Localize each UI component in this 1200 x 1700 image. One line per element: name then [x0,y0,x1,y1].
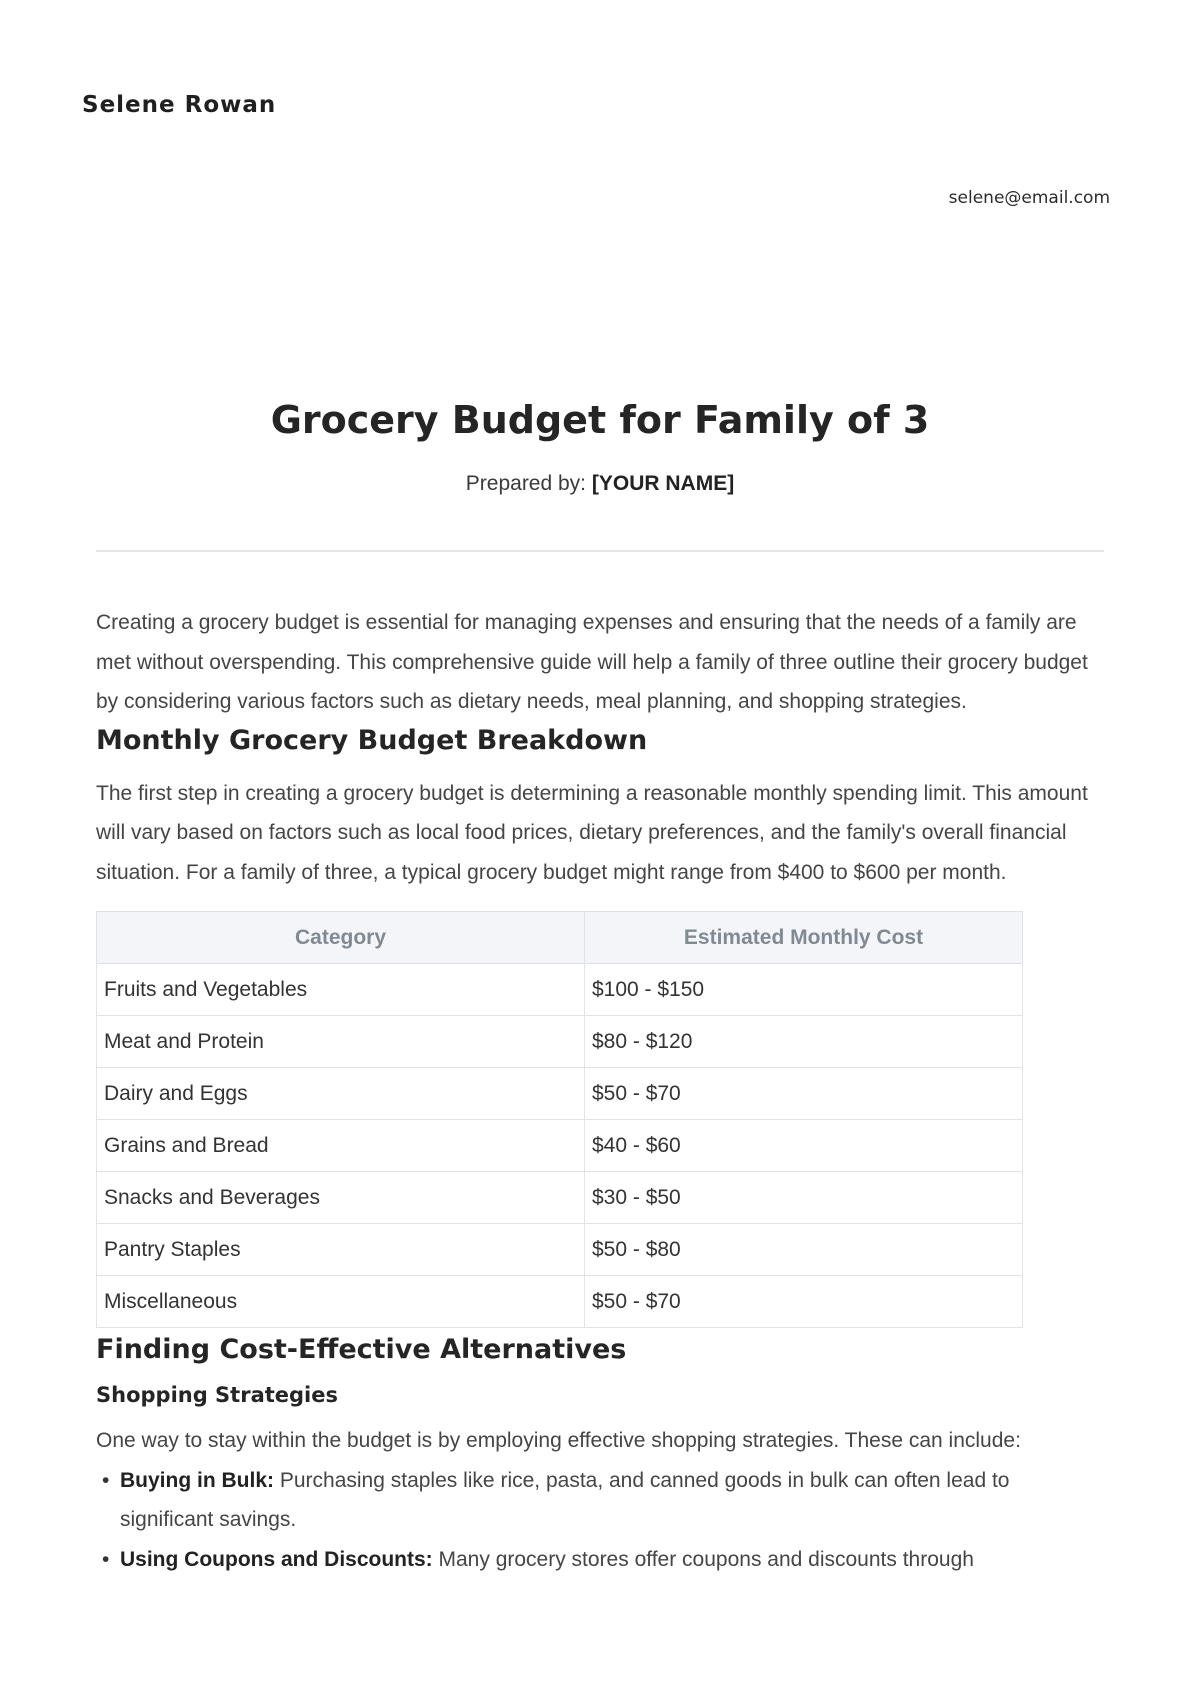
table-row [97,964,1023,1016]
table-row [97,1172,1023,1224]
bullet-text: Many grocery stores offer coupons and discounts through [432,1547,974,1571]
table-row [97,1068,1023,1120]
column-header-cost: Estimated Monthly Cost [585,912,1023,964]
category-cell: Grains and Bread [97,1120,585,1172]
cost-cell: $50 - $70 [585,1068,1023,1120]
shopping-strategies-subheading: Shopping Strategies [96,1383,339,1407]
cost-cell: $50 - $70 [585,1276,1023,1328]
category-cell: Snacks and Beverages [97,1172,585,1224]
category-cell: Dairy and Eggs [97,1068,585,1120]
category-cell: Miscellaneous [97,1276,585,1328]
table-row [97,1224,1023,1276]
prepared-by [0,472,1200,496]
category-cell: Fruits and Vegetables [97,964,585,1016]
intro-paragraph: Creating a grocery budget is essential for managing expenses and ensuring that the needs of a family are met without overspending. This comprehensive guide will help a family of three outline their grocery budget by considering various factors such as dietary needs, meal planning, and shopping strategies. [96,611,1088,713]
strategies-list [96,1461,1106,1580]
title-divider [96,550,1104,552]
category-cell: Meat and Protein [97,1016,585,1068]
bullet-text: Purchasing staples like rice, pasta, and canned goods in bulk can often lead to significant savings. [120,1468,1010,1531]
cost-cell: $40 - $60 [585,1120,1023,1172]
document-body [96,603,1106,1579]
category-cell: Pantry Staples [97,1224,585,1276]
table-row [97,1016,1023,1068]
list-item [96,1461,1106,1540]
table-row [97,1276,1023,1328]
budget-table [96,911,1023,1328]
author-email: selene@email.com [948,188,1110,208]
cost-cell: $30 - $50 [585,1172,1023,1224]
alternatives-heading: Finding Cost-Effective Alternatives [96,1334,627,1365]
cost-cell: $100 - $150 [585,964,1023,1016]
breakdown-paragraph: The first step in creating a grocery budget is determining a reasonable monthly spending limit. This amount will vary based on factors such as local food prices, dietary preferences, and the family's overall financial situation. For a family of three, a typical grocery budget might range from $400 to $600 per month. [96,781,1088,884]
prepared-by-label: Prepared by: [465,472,587,495]
cost-cell: $50 - $80 [585,1224,1023,1276]
document-title: Grocery Budget for Family of 3 [270,398,930,442]
cost-cell: $80 - $120 [585,1016,1023,1068]
breakdown-heading: Monthly Grocery Budget Breakdown [96,724,648,756]
column-header-category: Category [97,912,585,964]
list-item [96,1540,1106,1580]
table-header-row [97,912,1023,964]
strategies-paragraph: One way to stay within the budget is by employing effective shopping strategies. These can include: [96,1429,1021,1452]
bullet-title: Buying in Bulk: [120,1468,274,1492]
author-name: Selene Rowan [82,92,277,118]
prepared-by-name: [YOUR NAME] [591,472,735,495]
bullet-title: Using Coupons and Discounts: [120,1547,433,1571]
table-row [97,1120,1023,1172]
